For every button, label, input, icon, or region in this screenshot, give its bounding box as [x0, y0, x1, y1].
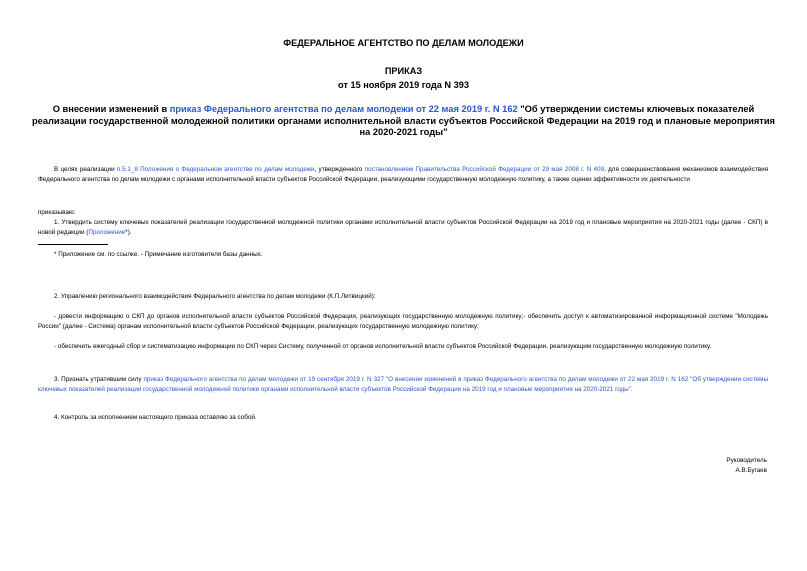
signature-name: А.В.Бугаев — [735, 467, 767, 474]
title-suffix: "Об утверждении системы ключевых показателей реализации государственной молодежной политики органами исполнительной власти субъектов Российской Федерации на 2019 год и плановые мероприятия на 2020-2021 годы" — [31, 104, 775, 137]
preamble-paragraph — [38, 165, 768, 184]
preamble-text-3: , для совершенствования механизмов взаимодействия Федерального агентства по делам молодежи с органами исполнительной власти субъектов Российской Федерации, реализующими государственную молодежную политику, а также оценки эффективности их деятельности — [38, 166, 768, 183]
signature-role: Руководитель — [726, 457, 767, 464]
preamble-text-2: , утвержденного — [314, 166, 365, 173]
document-date: от 15 ноября 2019 года N 393 — [338, 80, 469, 90]
item-2: 2. Управлению регионального взаимодействия Федерального агентства по делам молодежи (К.П.Литвицкий): — [54, 293, 376, 300]
footnote: * Приложение см. по ссылке. - Примечание изготовителя базы данных. — [54, 251, 263, 258]
item-1-text: 1. Утвердить систему ключевых показателей реализации государственной молодежной политики органами исполнительной власти субъектов Российской Федерации на 2019 год и плановые мероприятия на 2020-2021 годы (далее - СКП) в новой редакции ( — [38, 219, 768, 236]
order-word: приказываю: — [38, 209, 76, 216]
document-type: ПРИКАЗ — [384, 66, 423, 76]
item-3 — [38, 375, 768, 394]
item-2-a: - довести информацию о СКП до органов исполнительной власти субъектов Российской Федерации, реализующих государственную молодежную политику;- обеспечить доступ к автоматизированной информационной системе "Молодежь России" (далее - Система) органам исполнительной власти субъектов Российской Федерации, реализующих государственную молодежную политику; — [38, 313, 768, 330]
agency-name: ФЕДЕРАЛЬНОЕ АГЕНТСТВО ПО ДЕЛАМ МОЛОДЕЖИ — [283, 38, 524, 48]
item-4: 4. Контроль за исполнением настоящего приказа оставляю за собой. — [54, 414, 257, 421]
item-3-end: . — [631, 385, 633, 393]
item-1 — [38, 218, 768, 237]
repealed-order-link[interactable]: приказ Федерального агентства по делам молодежи от 19 сентября 2019 г. N 327 "О внесении изменений в приказ Федерального агентства по делам молодежи от 22 мая 2019 г. N 162 "Об утверждении системы ключевых показателей реализации государственной молодежной политики органами исполнительной власти субъектов Российской Федерации на 2019 год и плановые мероприятия на 2020-2021 годы" — [38, 376, 768, 393]
item-2-b: - обеспечить ежегодный сбор и систематизацию информации по СКП через Систему, полученной от органов исполнительной власти субъектов Российской Федерации, реализующим государственную молодежную политику. — [54, 343, 712, 350]
preamble-text-1: В целях реализации — [54, 166, 117, 173]
preamble-link-resolution[interactable]: постановлением Правительства Российской Федерации от 29 мая 2008 г. N 409 — [364, 166, 605, 173]
preamble-link-regulation[interactable]: п.5.1_8 Положения о Федеральном агентстве по делам молодежи — [116, 166, 315, 173]
item-3-text: 3. Признать утратившим силу — [54, 376, 144, 383]
item-1-end: *). — [125, 228, 132, 236]
document-title — [30, 104, 777, 139]
title-prefix: О внесении изменений в — [52, 104, 170, 114]
footnote-divider — [38, 244, 108, 245]
appendix-link[interactable]: Приложение — [88, 228, 126, 236]
title-link[interactable]: приказ Федерального агентства по делам молодежи от 22 мая 2019 г. N 162 — [169, 104, 518, 114]
